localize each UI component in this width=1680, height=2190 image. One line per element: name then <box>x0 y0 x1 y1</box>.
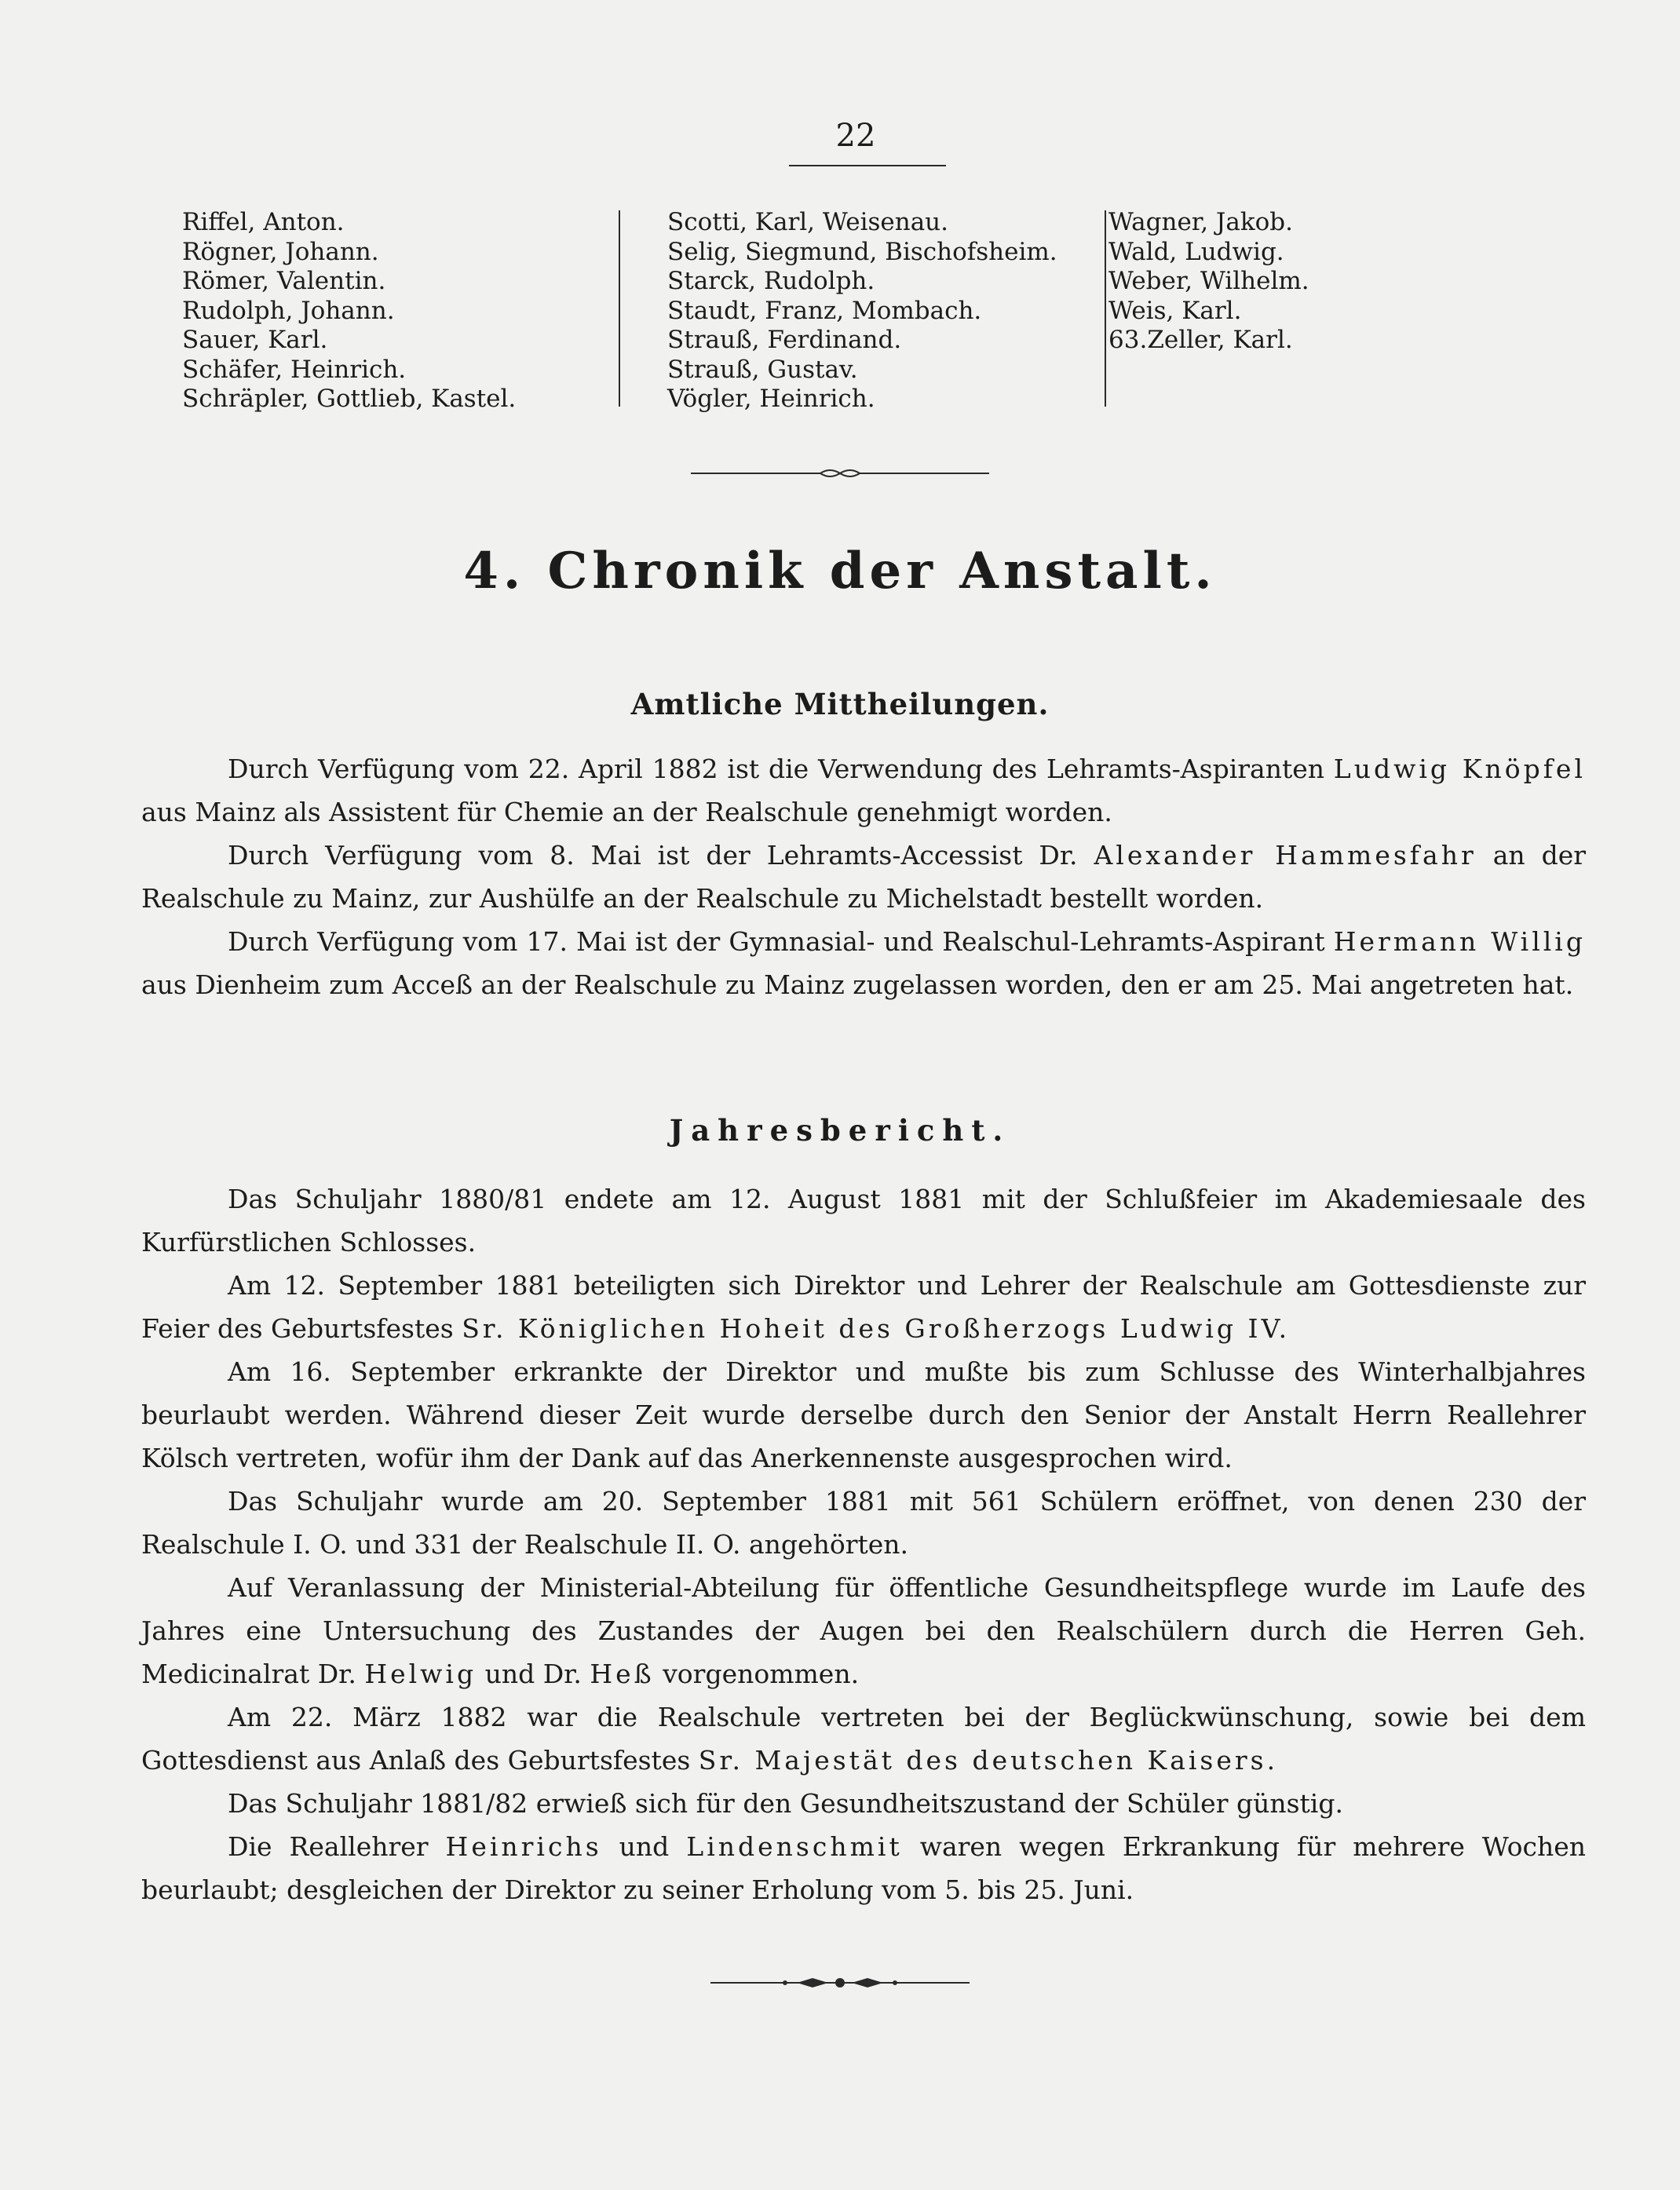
text-run: Die Reallehrer <box>228 1831 446 1862</box>
student-name: Rögner, Johann. <box>182 237 379 266</box>
student-name: Starck, Rudolph. <box>667 267 875 295</box>
column-divider <box>1105 210 1106 407</box>
official-notices-text <box>141 747 1586 1006</box>
name-list-item <box>1108 267 1470 297</box>
name-list-item <box>667 385 1099 414</box>
text-run: Durch Verfügung vom 17. Mai ist der Gymnasial- und Realschul-Lehramts-Aspirant <box>228 926 1334 957</box>
spaced-emphasis: Sr. Königlichen Hoheit des Großherzogs Ludwig IV. <box>462 1313 1291 1344</box>
text-run: vorgenommen. <box>654 1659 860 1689</box>
subheading-official-notices: Amtliche Mittheilungen. <box>630 687 1050 721</box>
paragraph <box>141 1480 1586 1566</box>
name-list-item <box>1108 238 1470 268</box>
spaced-emphasis: Heinrichs <box>445 1831 602 1862</box>
paragraph <box>141 1350 1586 1480</box>
name-list-item <box>667 238 1099 268</box>
text-run: Am 22. März 1882 war die Realschule vertreten bei der Beglückwünschung, sowie bei dem Gottesdienst aus Anlaß des Geburtsfestes <box>141 1702 1586 1776</box>
student-name: Staudt, Franz, Mombach. <box>667 296 982 325</box>
student-name: Selig, Siegmund, Bischofsheim. <box>667 237 1057 266</box>
paragraph <box>141 1782 1586 1825</box>
student-name: Vögler, Heinrich. <box>667 385 875 413</box>
text-run: Das Schuljahr wurde am 20. September 1881 mit 561 Schülern eröffnet, von denen 230 der Realschule I. O. und 331 der Realschule II. O. angehörten. <box>141 1486 1586 1560</box>
text-run: und <box>601 1831 687 1862</box>
name-list-item <box>182 238 606 268</box>
student-name: Scotti, Karl, Weisenau. <box>667 208 948 236</box>
name-list-item <box>182 385 606 414</box>
page-number: 22 <box>835 118 876 154</box>
student-name: Schäfer, Heinrich. <box>182 355 407 384</box>
spaced-emphasis: Hermann Willig <box>1333 926 1586 957</box>
text-run: Das Schuljahr 1880/81 endete am 12. August 1881 mit der Schlußfeier im Akademiesaale des Kurfürstlichen Schlosses. <box>141 1184 1586 1257</box>
text-run: und Dr. <box>477 1659 590 1689</box>
name-list-item <box>182 356 606 385</box>
student-name: Strauß, Ferdinand. <box>667 326 902 354</box>
student-name: Wald, Ludwig. <box>1108 237 1284 266</box>
paragraph <box>141 1264 1586 1350</box>
ornament-divider <box>691 465 989 482</box>
spaced-emphasis: Lindenschmit <box>686 1831 903 1862</box>
name-list-item <box>182 267 606 297</box>
name-list-item <box>667 326 1099 356</box>
name-list-item <box>667 297 1099 327</box>
name-list-item <box>182 297 606 327</box>
student-name: Weis, Karl. <box>1108 296 1242 325</box>
student-name: Strauß, Gustav. <box>667 355 858 384</box>
name-list-item <box>1108 326 1470 356</box>
paragraph <box>141 747 1586 834</box>
page-number-rule <box>789 165 946 166</box>
student-name: Sauer, Karl. <box>182 326 328 354</box>
paragraph <box>141 920 1586 1006</box>
name-column-3 <box>1108 208 1470 356</box>
text-run: Durch Verfügung vom 8. Mai ist der Lehramts-Accessist Dr. <box>228 840 1094 871</box>
paragraph <box>141 1825 1586 1911</box>
text-run: aus Dienheim zum Acceß an der Realschule zu Mainz zugelassen worden, den er am 25. Mai angetreten hat. <box>141 969 1574 1000</box>
spaced-emphasis: Sr. Majestät des deutschen Kaisers. <box>698 1745 1279 1776</box>
name-list-item <box>182 208 606 238</box>
list-number: 63. <box>1108 326 1148 354</box>
student-name: Weber, Wilhelm. <box>1108 267 1309 295</box>
subheading-annual-report: Jahresbericht. <box>669 1113 1011 1148</box>
student-name: Römer, Valentin. <box>182 267 386 295</box>
name-list-item <box>182 326 606 356</box>
text-run: Auf Veranlassung der Ministerial-Abteilung für öffentliche Gesundheitspflege wurde im Laufe des Jahres eine Untersuchung des Zustandes der Augen bei den Realschülern durch die Herren Geh. Medicinalrat Dr. <box>141 1572 1586 1689</box>
annual-report-text <box>141 1177 1586 1911</box>
paragraph <box>141 1177 1586 1264</box>
name-list-item <box>667 267 1099 297</box>
student-name: Rudolph, Johann. <box>182 296 395 325</box>
text-run: Das Schuljahr 1881/82 erwieß sich für den Gesundheitszustand der Schüler günstig. <box>228 1788 1343 1819</box>
paragraph <box>141 834 1586 920</box>
student-name: Schräpler, Gottlieb, Kastel. <box>182 385 517 413</box>
section-title: 4. Chronik der Anstalt. <box>463 542 1217 600</box>
column-divider <box>619 210 620 407</box>
student-name: Wagner, Jakob. <box>1108 208 1293 236</box>
text-run: Am 12. September 1881 beteiligten sich Direktor und Lehrer der Realschule am Gottesdienste zur Feier des Geburtsfestes <box>141 1270 1586 1344</box>
spaced-emphasis: Ludwig Knöpfel <box>1333 754 1587 784</box>
text-run: aus Mainz als Assistent für Chemie an der Realschule genehmigt worden. <box>141 797 1112 827</box>
spaced-emphasis: Helwig <box>364 1659 477 1689</box>
name-list-item <box>667 208 1099 238</box>
paragraph <box>141 1695 1586 1782</box>
name-list-item <box>1108 208 1470 238</box>
spaced-emphasis: Alexander Hammesfahr <box>1094 840 1477 871</box>
text-run: Durch Verfügung vom 22. April 1882 ist die Verwendung des Lehramts-Aspiranten <box>228 754 1334 784</box>
name-list-item <box>1108 297 1470 327</box>
name-list-item <box>667 356 1099 385</box>
text-run: Am 16. September erkrankte der Direktor und mußte bis zum Schlusse des Winterhalbjahres beurlaubt werden. Während dieser Zeit wurde derselbe durch den Senior der Anstalt Herrn Reallehrer Kölsch vertreten, wofür ihm der Dank auf das Anerkennenste ausgesprochen wird. <box>141 1356 1586 1473</box>
name-column-1 <box>182 208 606 414</box>
student-name: Riffel, Anton. <box>182 208 345 236</box>
text-run: waren wegen Erkrankung für mehrere Wochen beurlaubt; desgleichen der Direktor zu seiner Erholung vom 5. bis 25. Juni. <box>141 1831 1586 1905</box>
name-column-2 <box>667 208 1099 414</box>
ornament-divider <box>710 1974 970 1991</box>
text-run: an der Realschule zu Mainz, zur Aushülfe an der Realschule zu Michelstadt bestellt worden. <box>141 840 1586 914</box>
paragraph <box>141 1566 1586 1695</box>
spaced-emphasis: Heß <box>590 1659 655 1689</box>
student-name: Zeller, Karl. <box>1147 326 1293 354</box>
